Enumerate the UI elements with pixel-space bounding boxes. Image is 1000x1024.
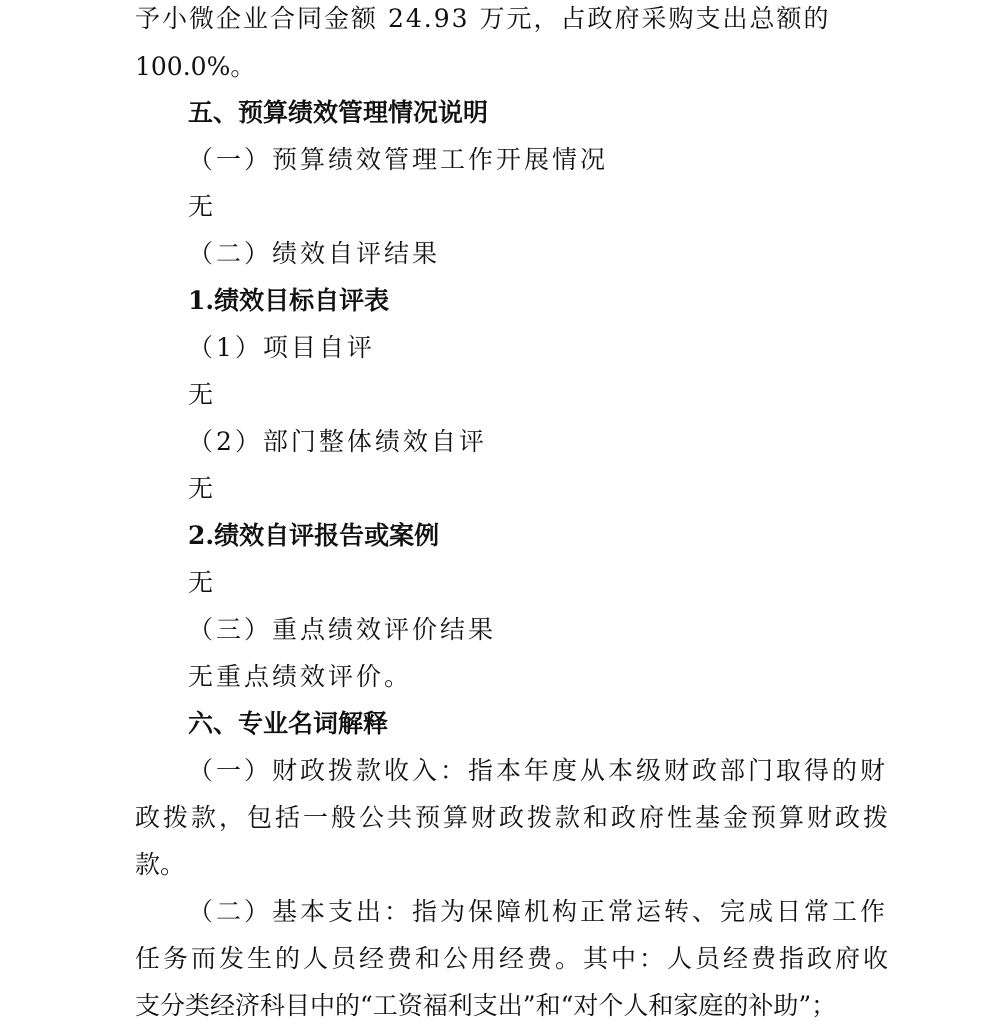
body-text-line: 无 xyxy=(188,192,214,221)
body-text-line: 无 xyxy=(188,568,214,597)
body-text-line: 无 xyxy=(188,474,214,503)
definition-text-line: 任务而发生的人员经费和公用经费。其中：人员经费指政府收 xyxy=(135,944,892,973)
subsection-heading: （二）绩效自评结果 xyxy=(188,239,441,268)
sub-item-heading: （1）项目自评 xyxy=(188,333,375,362)
section-heading: 五、预算绩效管理情况说明 xyxy=(188,98,489,127)
definition-text-line: （二）基本支出：指为保障机构正常运转、完成日常工作 xyxy=(188,897,889,926)
definition-text-line: （一）财政拨款收入：指本年度从本级财政部门取得的财 xyxy=(188,756,889,785)
definition-text-line: 政拨款，包括一般公共预算财政拨款和政府性基金预算财政拨 xyxy=(135,803,892,832)
subsection-heading: （三）重点绩效评价结果 xyxy=(188,615,497,644)
item-heading: 1.绩效目标自评表 xyxy=(188,286,390,315)
definition-text-line: 支分类经济科目中的“工资福利支出”和“对个人和家庭的补助”； xyxy=(135,991,837,1020)
section-heading: 六、专业名词解释 xyxy=(188,709,389,738)
body-text-line: 无重点绩效评价。 xyxy=(188,662,413,691)
body-text-line: 100.0%。 xyxy=(135,52,256,81)
definition-text-line: 款。 xyxy=(135,850,186,879)
body-text-line: 予小微企业合同金额 24.93 万元，占政府采购支出总额的 xyxy=(135,4,831,33)
body-text-line: 无 xyxy=(188,380,214,409)
subsection-heading: （一）预算绩效管理工作开展情况 xyxy=(188,145,609,174)
sub-item-heading: （2）部门整体绩效自评 xyxy=(188,427,487,456)
item-heading: 2.绩效自评报告或案例 xyxy=(188,521,440,550)
